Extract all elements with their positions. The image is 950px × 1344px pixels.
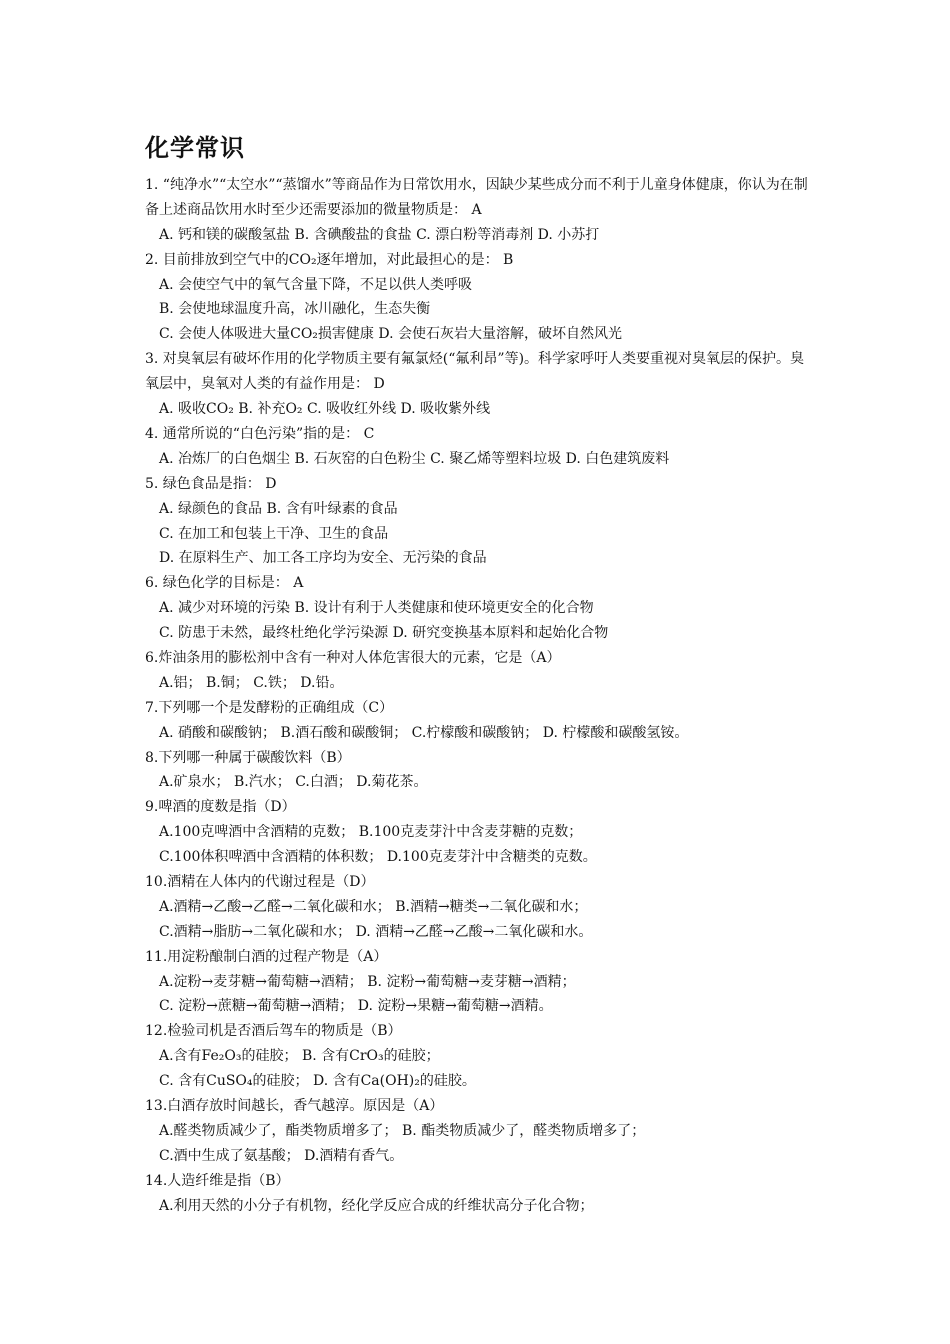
answer-options: C.100体积啤酒中含酒精的体积数； D.100克麦芽汁中含糖类的克数。 <box>159 849 597 866</box>
question-list <box>145 173 815 1218</box>
answer-options: C. 会使人体吸进大量CO₂损害健康 D. 会使石灰岩大量溶解，破坏自然风光 <box>159 326 622 343</box>
question-text: 3. 对臭氧层有破坏作用的化学物质主要有氟氯烃(“氟利昂”等)。科学家呼吁人类要重视对臭氧层的保护。臭氧层中，臭氧对人类的有益作用是： D <box>145 351 805 393</box>
answer-options: C.酒中生成了氨基酸； D.酒精有香气。 <box>159 1147 404 1164</box>
answer-options: A.含有Fe₂O₃的硅胶； B. 含有CrO₃的硅胶； <box>159 1048 440 1065</box>
answer-options: A.淀粉→麦芽糖→葡萄糖→酒精； B. 淀粉→葡萄糖→麦芽糖→酒精； <box>159 973 576 990</box>
answer-options: A. 硝酸和碳酸钠； B.酒石酸和碳酸铜； C.柠檬酸和碳酸钠； D. 柠檬酸和碳酸氢铵。 <box>159 724 689 741</box>
answer-options: D. 在原料生产、加工各工序均为安全、无污染的食品 <box>159 550 487 567</box>
question-text: 10.酒精在人体内的代谢过程是（D） <box>145 874 375 890</box>
question-text: 2. 目前排放到空气中的CO₂逐年增加，对此最担心的是： B <box>145 251 514 268</box>
question-text: 5. 绿色食品是指： D <box>145 475 277 492</box>
answer-options: A.酒精→乙酸→乙醛→二氧化碳和水； B.酒精→糖类→二氧化碳和水； <box>159 898 588 915</box>
answer-options: A. 吸收CO₂ B. 补充O₂ C. 吸收红外线 D. 吸收紫外线 <box>159 401 491 418</box>
answer-options: A. 会使空气中的氧气含量下降，不足以供人类呼吸 <box>159 276 473 293</box>
question-text: 14.人造纤维是指（B） <box>145 1172 290 1189</box>
question-text: 8.下列哪一种属于碳酸饮料（B） <box>145 749 351 766</box>
answer-options: C. 在加工和包装上干净、卫生的食品 <box>159 525 389 542</box>
answer-options: A.利用天然的小分子有机物，经化学反应合成的纤维状高分子化合物； <box>159 1197 594 1214</box>
answer-options: A. 绿颜色的食品 B. 含有叶绿素的食品 <box>159 500 398 517</box>
answer-options: C. 防患于未然，最终杜绝化学污染源 D. 研究变换基本原料和起始化合物 <box>159 625 609 642</box>
question-text: 4. 通常所说的“白色污染”指的是： C <box>145 425 375 442</box>
question-text: 12.检验司机是否酒后驾车的物质是（B） <box>145 1023 402 1040</box>
question-text: 9.啤酒的度数是指（D） <box>145 799 296 816</box>
answer-options: A.铝； B.铜； C.铁； D.铅。 <box>159 674 344 691</box>
answer-options: A.100克啤酒中含酒精的克数； B.100克麦芽汁中含麦芽糖的克数； <box>159 824 583 841</box>
answer-options: A. 减少对环境的污染 B. 设计有利于人类健康和使环境更安全的化合物 <box>159 600 594 617</box>
question-text: 6.炸油条用的膨松剂中含有一种对人体危害很大的元素，它是（A） <box>145 649 561 666</box>
answer-options: A. 冶炼厂的白色烟尘 B. 石灰窑的白色粉尘 C. 聚乙烯等塑料垃圾 D. 白色建筑废料 <box>159 450 670 467</box>
answer-options: C. 淀粉→蔗糖→葡萄糖→酒精； D. 淀粉→果糖→葡萄糖→酒精。 <box>159 998 553 1015</box>
page-title: 化学常识 <box>145 134 245 162</box>
answer-options: A. 钙和镁的碳酸氢盐 B. 含碘酸盐的食盐 C. 漂白粉等消毒剂 D. 小苏打 <box>159 226 600 243</box>
question-text: 7.下列哪一个是发酵粉的正确组成（C） <box>145 699 394 716</box>
question-text: 6. 绿色化学的目标是： A <box>145 575 304 592</box>
question-text: 11.用淀粉酿制白酒的过程产物是（A） <box>145 948 388 965</box>
question-text: 1. “纯净水”“太空水”“蒸馏水”等商品作为日常饮用水，因缺少某些成分而不利于儿童身体健康，你认为在制备上述商品饮用水时至少还需要添加的微量物质是： A <box>145 177 808 218</box>
answer-options: C. 含有CuSO₄的硅胶； D. 含有Ca(OH)₂的硅胶。 <box>159 1073 476 1090</box>
answer-options: A.醛类物质减少了，酯类物质增多了； B. 酯类物质减少了，醛类物质增多了； <box>159 1122 646 1139</box>
answer-options: B. 会使地球温度升高，冰川融化，生态失衡 <box>159 301 431 318</box>
answer-options: A.矿泉水； B.汽水； C.白酒； D.菊花茶。 <box>159 774 428 791</box>
question-text: 13.白酒存放时间越长，香气越淳。原因是（A） <box>145 1098 444 1115</box>
answer-options: C.酒精→脂肪→二氧化碳和水； D. 酒精→乙醛→乙酸→二氧化碳和水。 <box>159 923 593 940</box>
